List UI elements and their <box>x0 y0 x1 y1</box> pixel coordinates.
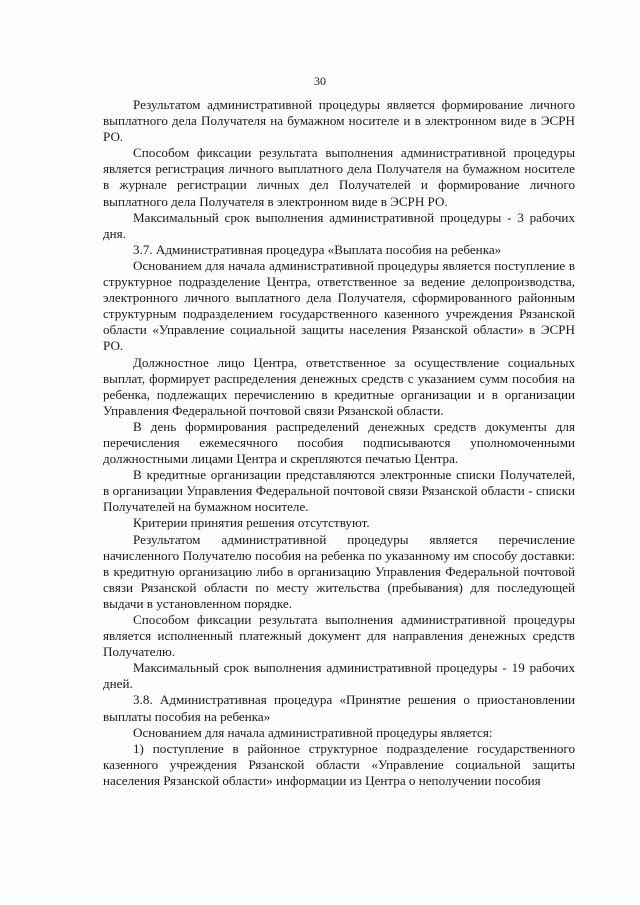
section-heading-3-8: 3.8. Административная процедура «Принятие решения о приостановлении выплаты пособия на ребенка» <box>103 692 575 724</box>
section-heading-3-7: 3.7. Административная процедура «Выплата пособия на ребенка» <box>133 241 502 257</box>
paragraph-10: Результатом административной процедуры является перечисление начисленного Получателю пособия на ребенка по указанному им способу доставки: в кредитную организацию либо в организацию Управления Федеральной почтовой связи Рязанской области по месту жительства (пребывания) для последующей выдачи в установленном порядке. <box>103 531 575 611</box>
paragraph-2: Способом фиксации результата выполнения административной процедуры является регистрация личного выплатного дела Получателя на бумажном носителе в журнале регистрации личных дел Получателей и формирование личного выплатного дела Получателя в электронном виде в ЭСРН РО. <box>103 145 575 209</box>
paragraph-6: Должностное лицо Центра, ответственное за осуществление социальных выплат, формирует распределения денежных средств с указанием сумм пособия на ребенка, подлежащих перечислению в кредитные организации и в организации Управления Федеральной почтовой связи Рязанской области. <box>103 354 575 418</box>
paragraph-11: Способом фиксации результата выполнения административной процедуры является исполненный платежный документ для направления денежных средств Получателю. <box>103 612 575 660</box>
paragraph-7: В день формирования распределений денежных средств документы для перечисления ежемесячного пособия подписываются уполномоченными должностными лицами Центра и скрепляются печатью Центра. <box>103 418 575 467</box>
paragraph-3: Максимальный срок выполнения административной процедуры - 3 рабочих дня. <box>103 209 575 241</box>
paragraph-8: В кредитные организации представляются электронные списки Получателей, в организации Управления Федеральной почтовой связи Рязанской области - списки Получателей на бумажном носителе. <box>103 467 575 515</box>
page-number: 30 <box>314 74 326 88</box>
paragraph-1: Результатом административной процедуры является формирование личного выплатного дела Получателя на бумажном носителе и в электронном виде в ЭСРН РО. <box>103 97 575 145</box>
paragraph-12: Максимальный срок выполнения административной процедуры - 19 рабочих дней. <box>103 660 575 692</box>
paragraph-9: Критерии принятия решения отсутствуют. <box>133 515 370 531</box>
paragraph-14: Основанием для начала административной процедуры является: <box>133 724 493 740</box>
document-body <box>103 97 575 789</box>
paragraph-15: 1) поступление в районное структурное подразделение государственного казенного учреждения Рязанской области «Управление социальной защиты населения Рязанской области» информации из Центра о неполучении пособия <box>103 740 575 788</box>
paragraph-5: Основанием для начала административной процедуры является поступление в структурное подразделение Центра, ответственное за ведение делопроизводства, электронного личного выплатного дела Получателя, сформированного районным структурным подразделением государственного казенного учреждения Рязанской области «Управление социальной защиты населения Рязанской области» в ЭСРН РО. <box>103 257 575 354</box>
